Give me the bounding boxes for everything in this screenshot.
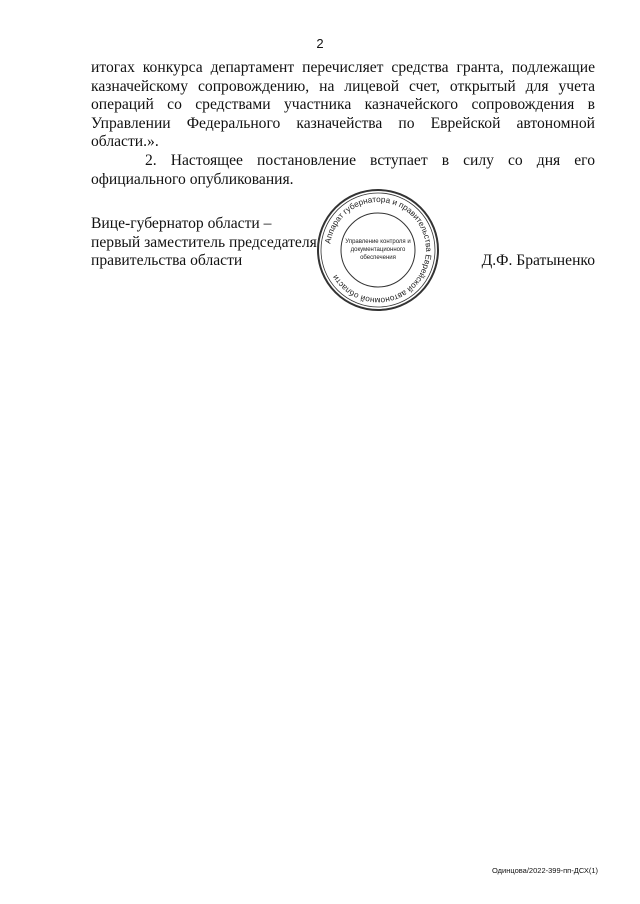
- stamp-seal: [315, 187, 441, 313]
- official-stamp: [315, 187, 441, 313]
- document-code: Одинцова/2022-399-пп-ДСХ(1): [492, 866, 598, 875]
- body-line: 2. Настоящее постановление вступает в силу со дня его официального: [91, 151, 595, 188]
- stamp-center-line: Управление контроля и: [345, 239, 411, 245]
- stamp-center-line: обеспечения: [360, 255, 396, 261]
- body-line: итогах конкурса департамент перечисляет средства гранта, подлежащие: [91, 59, 595, 76]
- body-line: Управлении Федерального казначейства по Еврейской автономной области.».: [91, 114, 595, 151]
- body-line: казначейскому сопровождению, на лицевой счет, открытый для учета: [91, 77, 595, 95]
- stamp-center-line: документационного: [350, 247, 406, 253]
- body-line: опубликования.: [189, 170, 294, 188]
- paragraph-2: [91, 152, 595, 189]
- page-number: 2: [316, 36, 324, 51]
- signature-title-line: первый заместитель председателя: [91, 233, 317, 251]
- signature-title-line: правительства области: [91, 252, 243, 270]
- body-line: операций со средствами участника казначейского сопровождения в: [91, 96, 595, 114]
- signature-title-line: Вице-губернатор области –: [91, 215, 272, 232]
- signature-title: [91, 215, 321, 271]
- document-body: [91, 59, 595, 189]
- paragraph-continuation: [91, 59, 595, 152]
- stamp-ring-text: Аппарат губернатора и правительства Еврейской автономной области: [323, 194, 434, 306]
- signer-name: Д.Ф. Братыненко: [481, 252, 595, 269]
